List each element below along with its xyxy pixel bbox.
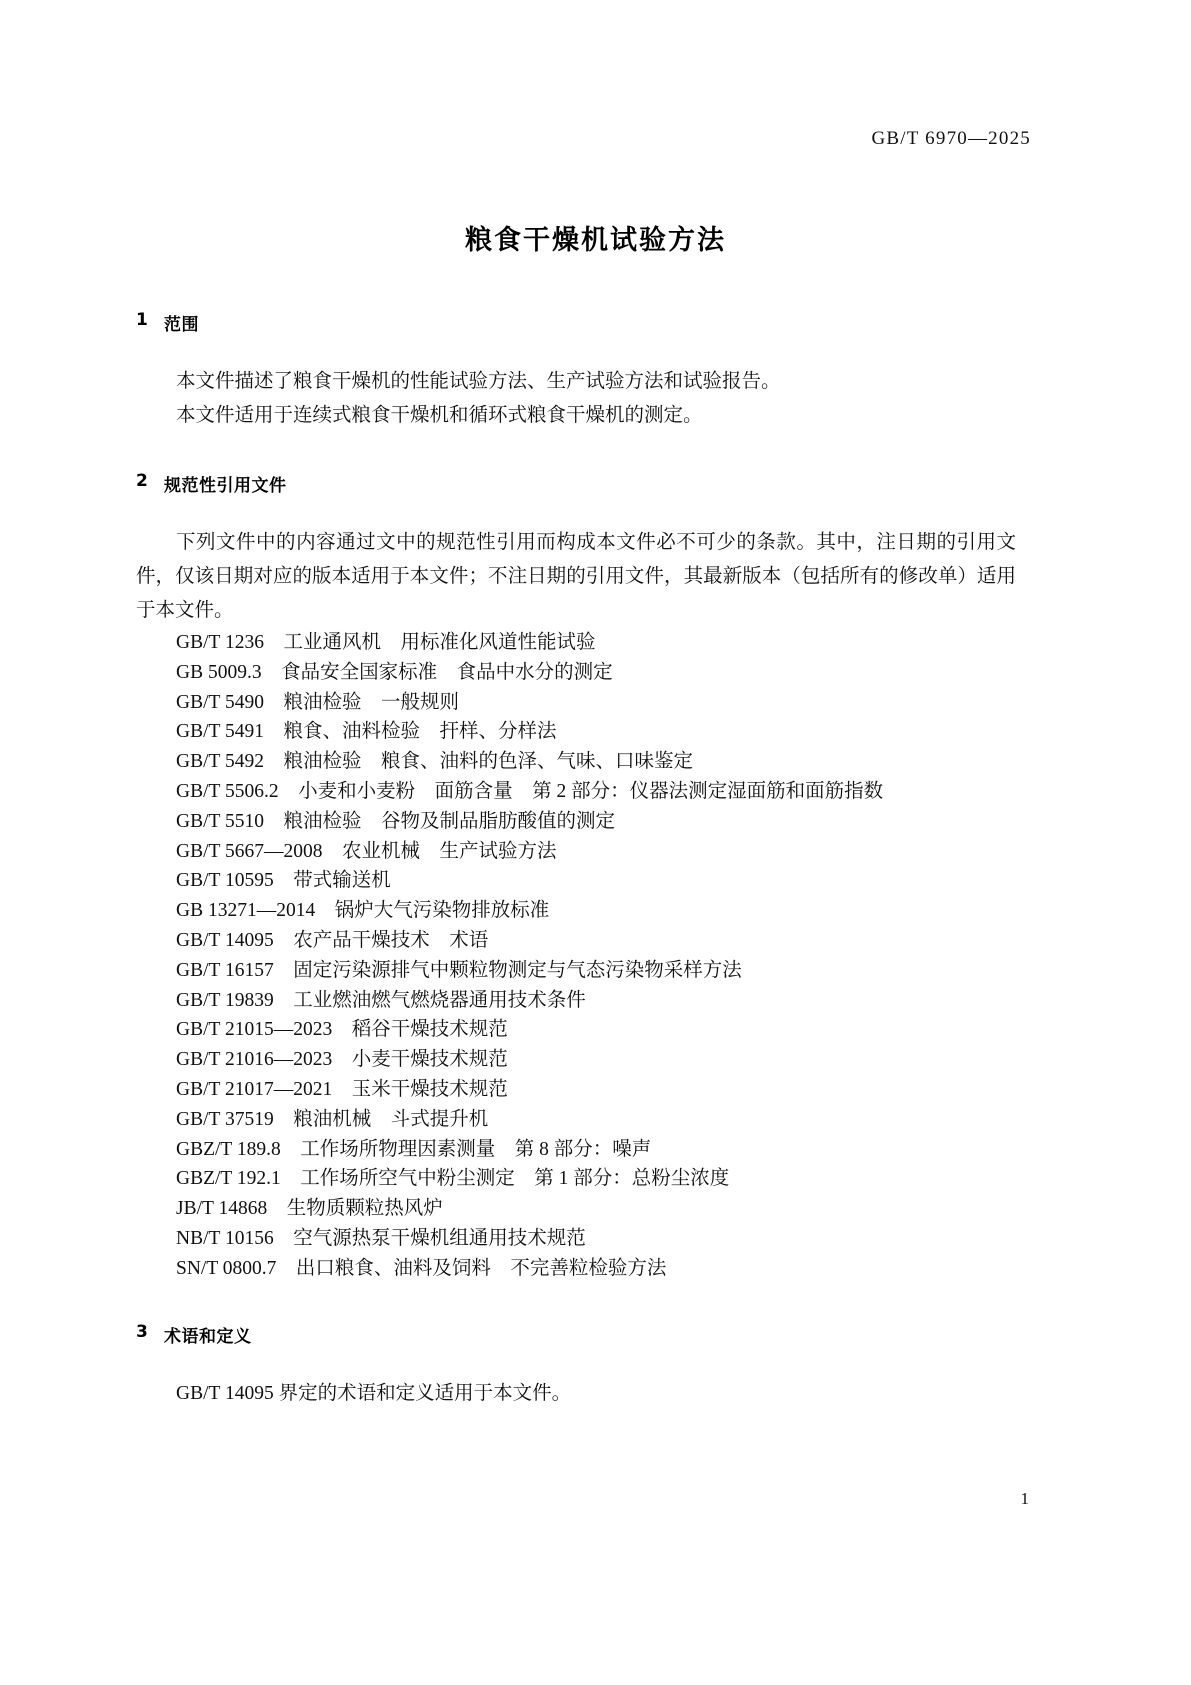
list-item: GB/T 10595 带式输送机	[176, 870, 391, 892]
section-title-2: 规范性引用文件	[164, 476, 287, 496]
section-number-2: 2	[136, 471, 149, 491]
list-item: GB/T 5667—2008 农业机械 生产试验方法	[176, 840, 557, 862]
page-title: 粮食干燥机试验方法	[465, 225, 726, 256]
list-item: GBZ/T 192.1 工作场所空气中粉尘测定 第 1 部分：总粉尘浓度	[176, 1168, 730, 1190]
section-title-1: 范围	[164, 315, 199, 335]
list-item: GB 5009.3 食品安全国家标准 食品中水分的测定	[176, 661, 613, 683]
list-item: GB/T 5506.2 小麦和小麦粉 面筋含量 第 2 部分：仪器法测定湿面筋和面筋指数	[176, 780, 884, 802]
list-item: GB/T 37519 粮油机械 斗式提升机	[176, 1108, 489, 1130]
list-item: SN/T 0800.7 出口粮食、油料及饲料 不完善粒检验方法	[176, 1257, 667, 1279]
list-item: GB/T 5491 粮食、油料检验 扞样、分样法	[176, 721, 557, 743]
section-title-3: 术语和定义	[164, 1326, 252, 1347]
list-item: GBZ/T 189.8 工作场所物理因素测量 第 8 部分：噪声	[176, 1138, 652, 1160]
page-number: 1	[1020, 1489, 1029, 1508]
list-item: NB/T 10156 空气源热泵干燥机组通用技术规范	[176, 1227, 586, 1249]
section-1-paragraph-1: 本文件描述了粮食干燥机的性能试验方法、生产试验方法和试验报告。	[176, 371, 781, 392]
list-item: GB/T 5492 粮油检验 粮食、油料的色泽、气味、口味鉴定	[176, 751, 693, 773]
section-heading-2	[136, 471, 1016, 496]
list-item: GB/T 21016—2023 小麦干燥技术规范	[176, 1049, 508, 1071]
document-body	[136, 310, 1016, 1411]
list-item: GB/T 14095 农产品干燥技术 术语	[176, 929, 489, 951]
list-item: GB/T 1236 工业通风机 用标准化风道性能试验	[176, 632, 596, 653]
list-item: GB/T 21015—2023 稻谷干燥技术规范	[176, 1019, 508, 1041]
section-number-1: 1	[136, 310, 149, 330]
list-item: GB 13271—2014 锅炉大气污染物排放标准	[176, 900, 550, 922]
section-1-paragraph-2: 本文件适用于连续式粮食干燥机和循环式粮食干燥机的测定。	[176, 405, 703, 426]
list-item: GB/T 19839 工业燃油燃气燃烧器通用技术条件	[176, 989, 586, 1011]
list-item: GB/T 5510 粮油检验 谷物及制品脂肪酸值的测定	[176, 810, 615, 832]
page-header-standard-number: GB/T 6970—2025	[871, 128, 1031, 149]
section-heading-1	[136, 310, 1016, 335]
section-number-3: 3	[136, 1321, 149, 1342]
section-heading-3	[136, 1322, 1016, 1347]
list-item: GB/T 21017—2021 玉米干燥技术规范	[176, 1078, 508, 1100]
list-item: JB/T 14868 生物质颗粒热风炉	[176, 1198, 443, 1220]
list-item: GB/T 16157 固定污染源排气中颗粒物测定与气态污染物采样方法	[176, 959, 742, 981]
normative-references-list	[136, 628, 1016, 1284]
list-item: GB/T 5490 粮油检验 一般规则	[176, 691, 459, 713]
section-2-paragraph-1: 下列文件中的内容通过文中的规范性引用而构成本文件必不可少的条款。其中，注日期的引用文件，仅该日期对应的版本适用于本文件；不注日期的引用文件，其最新版本（包括所有的修改单）适用于本文件。	[136, 532, 1016, 621]
section-3-paragraph-1: GB/T 14095 界定的术语和定义适用于本文件。	[176, 1382, 572, 1404]
